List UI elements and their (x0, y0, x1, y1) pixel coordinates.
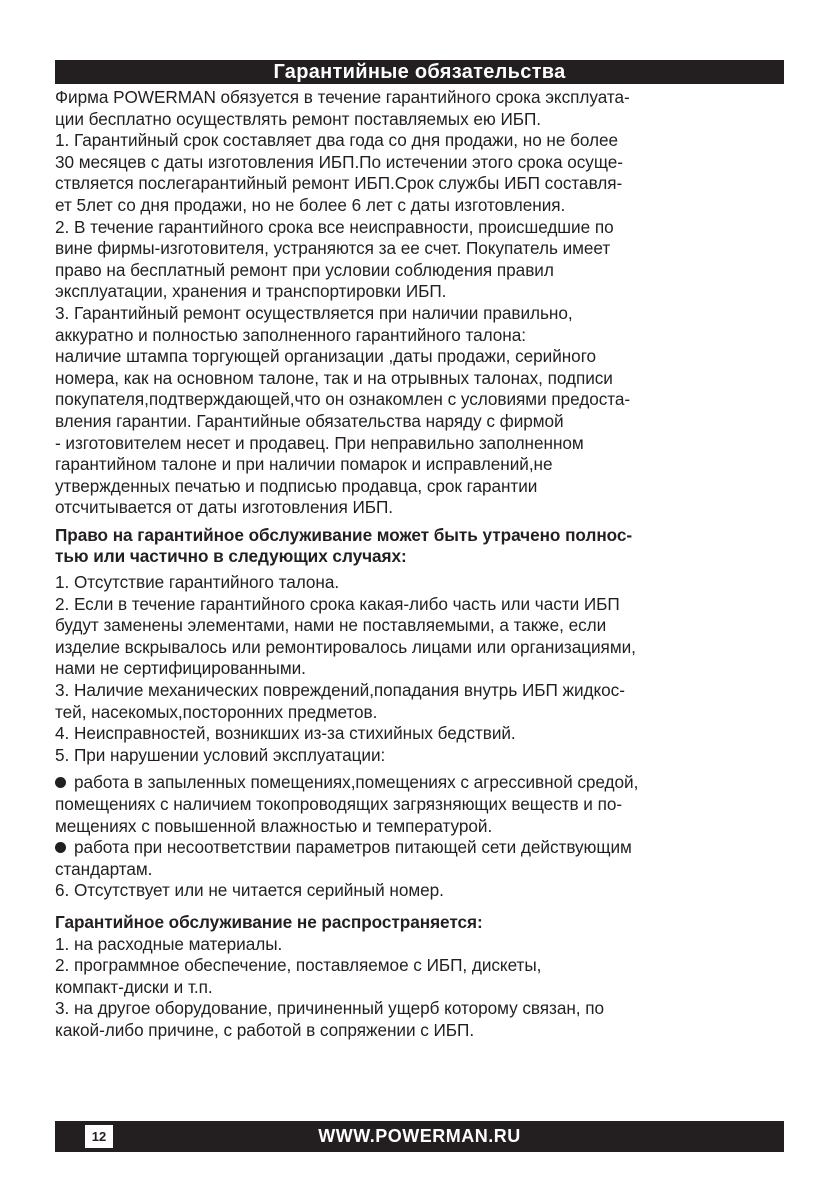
page-title: Гарантийные обязательства (273, 61, 566, 83)
text-line: изделие вскрывалось или ремонтировалось лицами или организациями, (55, 636, 636, 657)
exclusions-section (55, 912, 791, 1042)
website-url[interactable]: WWW.POWERMAN.RU (318, 1126, 521, 1146)
section-heading: Гарантийное обслуживание не распространяется: (55, 911, 483, 932)
list-item: 1. на расходные материалы. (55, 933, 283, 954)
bullet-text: работа при несоответствии параметров питающей сети действующим (74, 837, 632, 858)
loss-of-warranty-section (55, 525, 791, 902)
text-line: вине фирмы-изготовителя, устраняются за ее счет. Покупатель имеет (55, 238, 611, 259)
list-item: 6. Отсутствует или не читается серийный номер. (55, 880, 444, 901)
text-line: наличие штампа торгующей организации ,даты продажи, серийного (55, 346, 597, 367)
text-line: покупателя,подтверждающей,что он ознакомлен с условиями предоста- (55, 389, 631, 410)
bullet-icon (55, 842, 66, 853)
bullet-text: работа в запыленных помещениях,помещениях с агрессивной средой, (74, 772, 639, 793)
text-line: 3. Гарантийный ремонт осуществляется при наличии правильно, (55, 302, 573, 323)
text-line: ствляется послегарантийный ремонт ИБП.Срок службы ИБП составля- (55, 173, 623, 194)
document-body (55, 87, 791, 1042)
text-line: отсчитывается от даты изготовления ИБП. (55, 497, 394, 518)
text-line: ции бесплатно осуществлять ремонт поставляемых ею ИБП. (55, 108, 542, 129)
text-line: стандартам. (55, 858, 153, 879)
text-line: номера, как на основном талоне, так и на отрывных талонах, подписи (55, 367, 613, 388)
text-line: компакт-диски и т.п. (55, 976, 213, 997)
bullet-item (55, 772, 791, 794)
text-line: ет 5лет со дня продажи, но не более 6 лет с даты изготовления. (55, 194, 566, 215)
text-line: нами не сертифицированными. (55, 658, 306, 679)
bullet-item (55, 837, 791, 859)
list-item: 2. Если в течение гарантийного срока какая-либо часть или части ИБП (55, 593, 620, 614)
section-heading: тью или частично в следующих случаях: (55, 546, 407, 567)
intro-paragraph (55, 87, 791, 519)
list-item: 2. программное обеспечение, поставляемое с ИБП, дискеты, (55, 955, 542, 976)
text-line: Фирма POWERMAN обязуется в течение гарантийного срока эксплуата- (55, 87, 630, 107)
list-item: 4. Неисправностей, возникших из-за стихийных бедствий. (55, 723, 516, 744)
text-line: мещениях с повышенной влажностью и температурой. (55, 815, 493, 836)
text-line: 1. Гарантийный срок составляет два года со дня продажи, но не более (55, 130, 619, 151)
text-line: какой-либо причине, с работой в сопряжении с ИБП. (55, 1019, 475, 1040)
page-title-bar (55, 60, 784, 84)
list-item: 3. на другое оборудование, причиненный ущерб которому связан, по (55, 998, 605, 1019)
list-item: 5. При нарушении условий эксплуатации: (55, 744, 386, 765)
text-line: вления гарантии. Гарантийные обязательства наряду с фирмой (55, 410, 564, 431)
text-line: - изготовителем несет и продавец. При неправильно заполненном (55, 432, 584, 453)
text-line: 30 месяцев с даты изготовления ИБП.По истечении этого срока осуще- (55, 151, 623, 172)
list-item: 1. Отсутствие гарантийного талона. (55, 572, 340, 593)
text-line: право на бесплатный ремонт при условии соблюдения правил (55, 259, 554, 280)
text-line: утвержденных печатью и подписью продавца, срок гарантии (55, 475, 538, 496)
page-footer (55, 1121, 784, 1152)
text-line: эксплуатации, хранения и транспортировки ИБП. (55, 281, 447, 302)
text-line: тей, насекомых,посторонних предметов. (55, 701, 378, 722)
page-number: 12 (85, 1125, 113, 1148)
text-line: аккуратно и полностью заполненного гарантийного талона: (55, 324, 526, 345)
text-line: гарантийном талоне и при наличии помарок и исправлений,не (55, 454, 553, 475)
bullet-icon (55, 777, 66, 788)
section-heading: Право на гарантийное обслуживание может быть утрачено полнос- (55, 524, 633, 545)
text-line: 2. В течение гарантийного срока все неисправности, происшедшие по (55, 216, 614, 237)
text-line: помещениях с наличием токопроводящих загрязняющих веществ и по- (55, 794, 623, 814)
list-item: 3. Наличие механических повреждений,попадания внутрь ИБП жидкос- (55, 680, 625, 701)
text-line: будут заменены элементами, нами не поставляемыми, а также, если (55, 615, 607, 636)
